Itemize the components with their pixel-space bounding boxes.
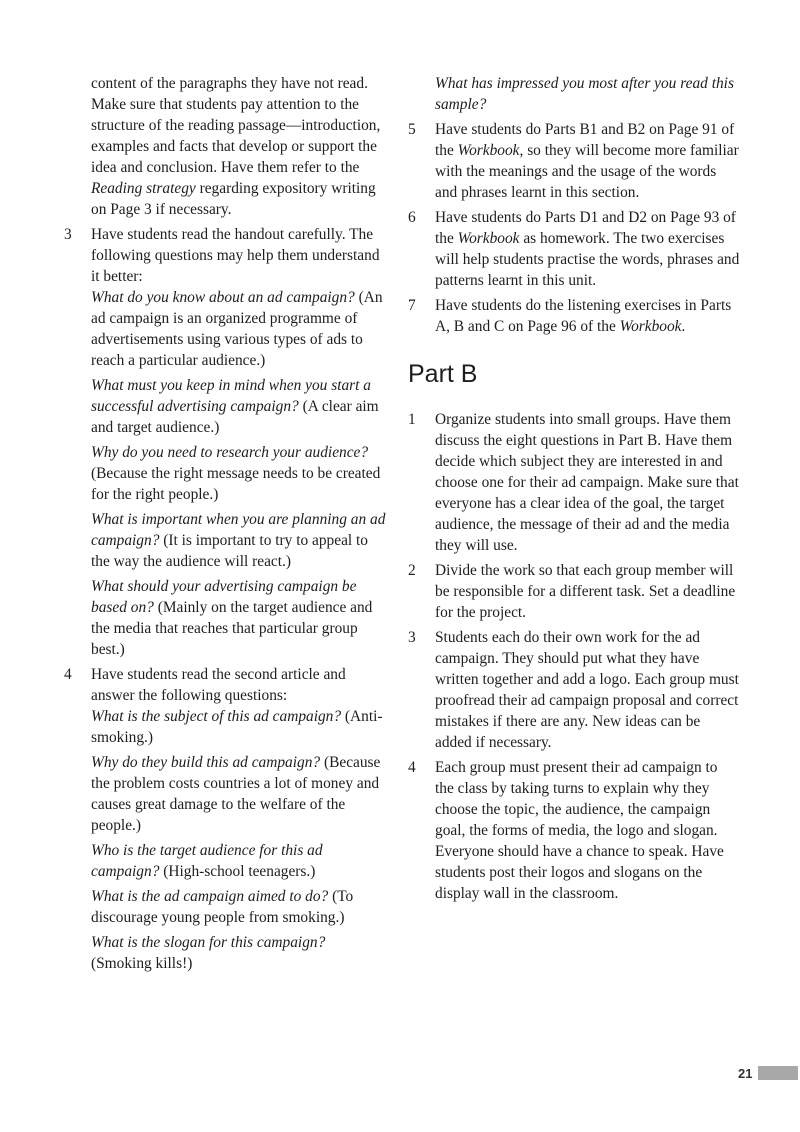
text-start: Have students do Parts D1 and D2 on Page 93 of the (435, 209, 736, 247)
workbook-ref: Workbook (619, 318, 682, 335)
reading-strategy-ref: Reading strategy (91, 180, 196, 197)
question-answer (91, 932, 386, 974)
workbook-ref: Workbook (457, 142, 520, 159)
part-b-item (408, 627, 740, 753)
item-text: Each group must present their ad campaign to the class by taking turns to explain why they choose the topic, the audience, the campaign goal, the forms of media, the logo and slogan. Everyone should have a chance to speak. Have students post their logos and slogans on the display wall in the classroom. (435, 759, 724, 902)
list-item-6 (408, 207, 740, 291)
item-text: Organize students into small groups. Have them discuss the eight questions in Part B. Have them decide which subject they are interested in and choose one for their ad campaign. Make sure that everyone has a clear idea of the goal, the target audience, the message of their ad and the media they will use. (435, 411, 739, 554)
text-end: , so they will become more familiar with the meanings and the usage of the words and phrases learnt in this section. (435, 142, 739, 201)
intro-text-start: content of the paragraphs they have not read. Make sure that students pay attention to the structure of the reading passage—introduction, examples and facts that develop or support the idea and conclusion. Have them refer to the (91, 75, 381, 176)
text-start: Have students do Parts B1 and B2 on Page 91 of the (435, 121, 735, 159)
answer-text: (A clear aim and target audience.) (91, 398, 379, 436)
answer-text: (High-school teenagers.) (159, 863, 316, 880)
question-text: What has impressed you most after you read this sample? (435, 75, 734, 113)
item-text: Students each do their own work for the ad campaign. They should put what they have written together and add a logo. Each group must proofread their ad campaign proposal and correct mistakes if there are any. New ideas can be added if necessary. (435, 629, 739, 751)
list-item-4 (64, 664, 386, 974)
text-end: as homework. The two exercises will help students practise the words, phrases and patterns learnt in this unit. (435, 230, 740, 289)
list-item-3 (64, 224, 386, 660)
question-answer (91, 375, 386, 438)
question-list (91, 706, 386, 974)
answer-text: (Anti-smoking.) (91, 708, 383, 746)
question-answer (91, 509, 386, 572)
part-b-item (408, 409, 740, 556)
answer-text: (To discourage young people from smoking.) (91, 888, 354, 926)
part-b-item (408, 757, 740, 904)
question-answer (91, 287, 386, 371)
item-number: 5 (408, 121, 416, 138)
continued-paragraph (64, 73, 386, 220)
part-b-list (408, 409, 740, 904)
text-end: . (681, 318, 686, 335)
page-number: 21 (738, 1065, 753, 1081)
question-answer (91, 706, 386, 748)
item-text (435, 295, 740, 337)
list-item-5 (408, 119, 740, 203)
workbook-ref: Workbook (457, 230, 520, 247)
text-start: Have students do the listening exercises in Parts A, B and C on Page 96 of the (435, 297, 732, 335)
question-text: Who is the target audience for this ad campaign? (91, 842, 323, 880)
answer-text: (Smoking kills!) (91, 955, 193, 972)
answer-text: (Because the right message needs to be created for the right people.) (91, 465, 381, 503)
answer-text: (It is important to try to appeal to the way the audience will react.) (91, 532, 368, 570)
answer-text: (Because the problem costs countries a lot of money and causes great damage to the welfare of the people.) (91, 754, 381, 834)
part-b-item (408, 560, 740, 623)
question-text: What should your advertising campaign be based on? (91, 578, 357, 616)
item-number: 3 (64, 226, 72, 243)
question-text: What do you know about an ad campaign? (91, 289, 355, 306)
question-text: What must you keep in mind when you start a successful advertising campaign? (91, 377, 371, 415)
item-number: 2 (408, 562, 416, 579)
item-number: 6 (408, 209, 416, 226)
intro-text (91, 73, 386, 220)
item-number: 1 (408, 411, 416, 428)
item-text: Have students read the handout carefully. The following questions may help them understand it better: (91, 226, 380, 285)
question-answer (91, 442, 386, 505)
section-heading-part-b: Part B (408, 360, 478, 388)
question-answer (91, 840, 386, 882)
item-number: 7 (408, 297, 416, 314)
page-footer (738, 1065, 798, 1081)
answer-text: (Mainly on the target audience and the media that reaches that particular group best.) (91, 599, 373, 658)
question-answer (91, 752, 386, 836)
left-column (64, 73, 386, 978)
item-number: 3 (408, 629, 416, 646)
question-answer (91, 886, 386, 928)
item-number: 4 (408, 759, 416, 776)
answer-text: (An ad campaign is an organized programme of advertisements using various types of ads to reach a particular audience.) (91, 289, 383, 369)
question-text: What is the slogan for this campaign? (91, 934, 326, 951)
item-text (435, 207, 740, 291)
right-column (408, 73, 740, 908)
question-text: What is important when you are planning an ad campaign? (91, 511, 386, 549)
item-text: Divide the work so that each group member will be responsible for a different task. Set a deadline for the project. (435, 562, 736, 621)
continued-question (408, 73, 740, 115)
intro-text-end: regarding expository writing on Page 3 if necessary. (91, 180, 376, 218)
item-number: 4 (64, 666, 72, 683)
item-text: Have students read the second article and answer the following questions: (91, 666, 346, 704)
item-text (435, 119, 740, 203)
question-text: Why do you need to research your audience? (91, 444, 369, 461)
question-text: Why do they build this ad campaign? (91, 754, 321, 771)
question-list (91, 287, 386, 660)
list-item-7 (408, 295, 740, 337)
page-marker-bar (758, 1066, 798, 1080)
question-answer (91, 576, 386, 660)
question-text: What is the subject of this ad campaign? (91, 708, 342, 725)
question-text: What is the ad campaign aimed to do? (91, 888, 329, 905)
